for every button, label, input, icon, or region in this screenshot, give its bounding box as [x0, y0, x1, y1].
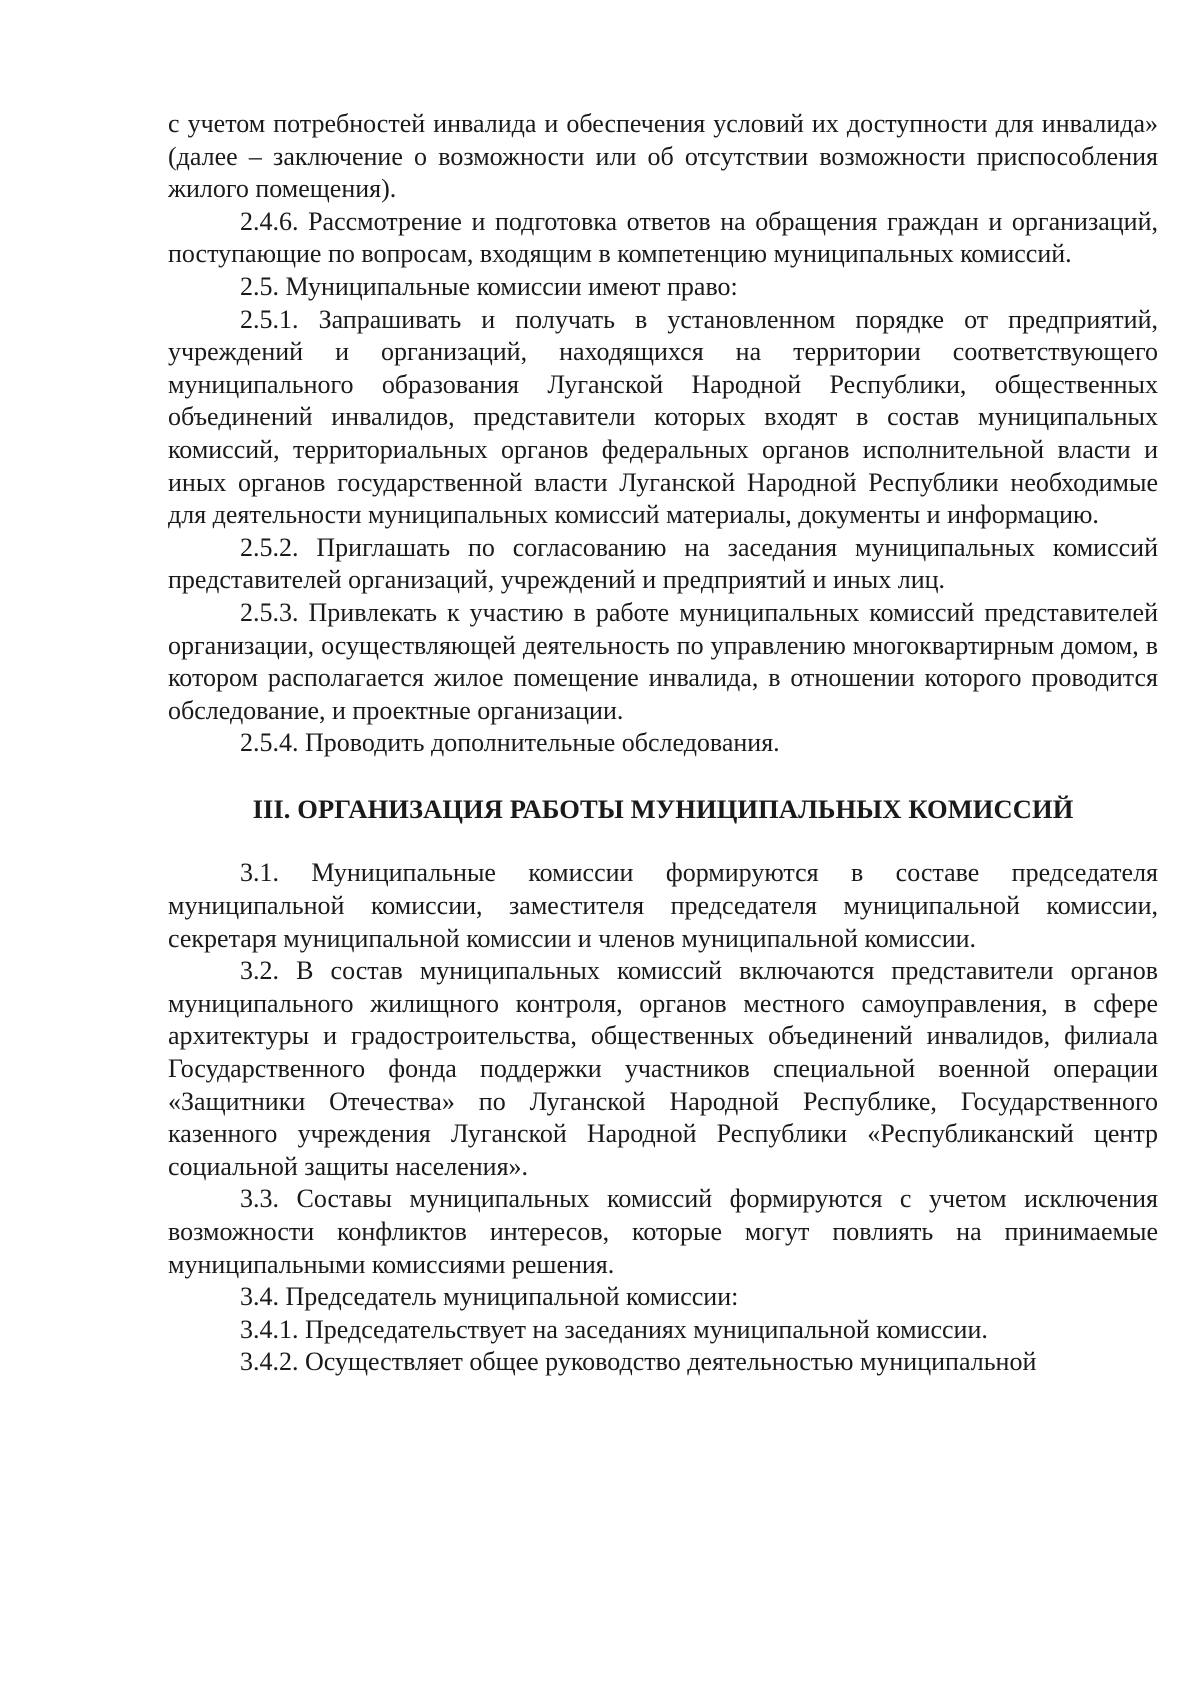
paragraph-3-2: 3.2. В состав муниципальных комиссий включаются представители органов муниципального жилищного контроля, органов местного самоуправления, в сфере архитектуры и градостроительства, общественных объединений инвалидов, филиала Государственного фонда поддержки участников специальной военной операции «Защитники Отечества» по Луганской Народной Республике, Государственного казенного учреждения Луганской Народной Республики «Республиканский центр социальной защиты населения».: [168, 956, 1158, 1181]
paragraph-continuation: с учетом потребностей инвалида и обеспечения условий их доступности для инвалида» (далее – заключение о возможности или об отсутствии возможности приспособления жилого помещения).: [168, 109, 1158, 204]
paragraph-2-5-1: 2.5.1. Запрашивать и получать в установленном порядке от предприятий, учреждений и организаций, находящихся на территории соответствующего муниципального образования Луганской Народной Республики, общественных объединений инвалидов, представители которых входят в состав муниципальных комиссий, территориальных органов федеральных органов исполнительной власти и иных органов государственной власти Луганской Народной Республики необходимые для деятельности муниципальных комиссий материалы, документы и информацию.: [168, 304, 1158, 530]
paragraph-2-5: 2.5. Муниципальные комиссии имеют право:: [240, 271, 738, 301]
paragraph-2-5-2: 2.5.2. Приглашать по согласованию на заседания муниципальных комиссий представителей организаций, учреждений и предприятий и иных лиц.: [168, 532, 1158, 595]
paragraph-3-4-2: 3.4.2. Осуществляет общее руководство деятельностью муниципальной: [240, 1347, 1037, 1377]
paragraph-3-4: 3.4. Председатель муниципальной комиссии:: [240, 1282, 739, 1312]
paragraph-3-3: 3.3. Составы муниципальных комиссий формируются с учетом исключения возможности конфликтов интересов, которые могут повлиять на принимаемые муниципальными комиссиями решения.: [168, 1184, 1158, 1279]
paragraph-3-1: 3.1. Муниципальные комиссии формируются в составе председателя муниципальной комиссии, заместителя председателя муниципальной комиссии, секретаря муниципальной комиссии и членов муниципальной комиссии.: [168, 858, 1158, 953]
section-heading: III. ОРГАНИЗАЦИЯ РАБОТЫ МУНИЦИПАЛЬНЫХ КОМИССИЙ: [252, 793, 1074, 824]
paragraph-2-5-3: 2.5.3. Привлекать к участию в работе муниципальных комиссий представителей организации, осуществляющей деятельность по управлению многоквартирным домом, в котором располагается жилое помещение инвалида, в отношении которого проводится обследование, и проектные организации.: [168, 597, 1158, 725]
paragraph-3-4-1: 3.4.1. Председательствует на заседаниях муниципальной комиссии.: [240, 1314, 988, 1344]
paragraph-2-4-6: 2.4.6. Рассмотрение и подготовка ответов на обращения граждан и организаций, поступающие по вопросам, входящим в компетенцию муниципальных комиссий.: [168, 206, 1158, 269]
document-page: [168, 108, 1158, 1379]
paragraph-2-5-4: 2.5.4. Проводить дополнительные обследования.: [240, 728, 780, 758]
